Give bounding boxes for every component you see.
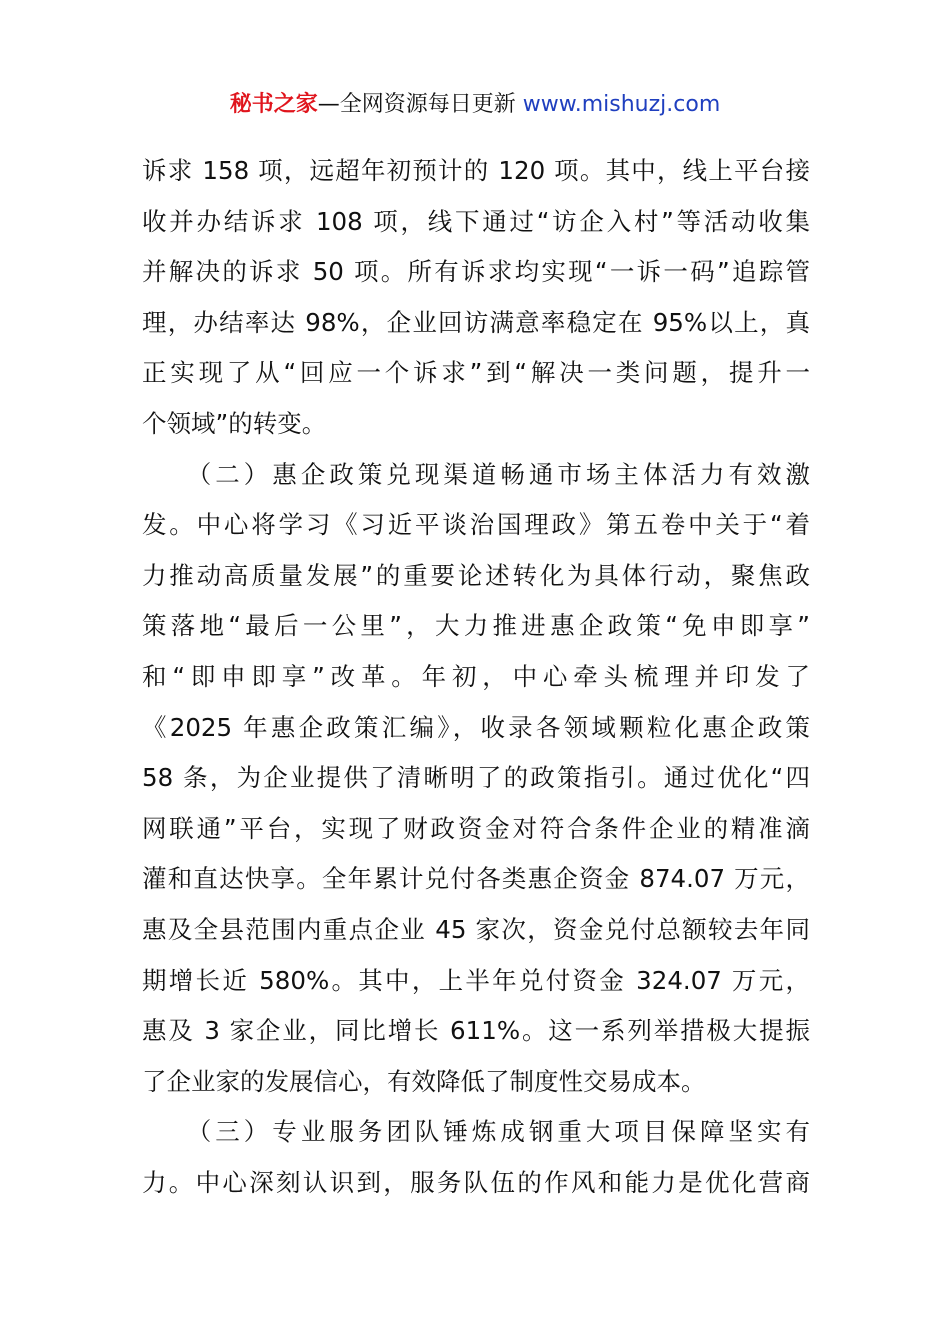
text-line: 惠及 3 家企业，同比增长 611%。这一系列举措极大提振: [142, 1016, 810, 1046]
text-line: 网联通”平台，实现了财政资金对符合条件企业的精准滴: [142, 813, 810, 843]
text-line: 力推动高质量发展”的重要论述转化为具体行动，聚焦政: [142, 560, 810, 590]
site-url-link[interactable]: www.mishuzj.com: [522, 92, 721, 117]
section-heading-line: （二）惠企政策兑现渠道畅通市场主体活力有效激: [142, 459, 810, 489]
text-line: 策落地“最后一公里”，大力推进惠企政策“免申即享”: [142, 611, 810, 641]
text-line: 个领域”的转变。: [142, 408, 327, 438]
document-body: [142, 146, 810, 1208]
text-line: 期增长近 580%。其中，上半年兑付资金 324.07 万元，: [142, 965, 810, 995]
text-line: 和“即申即享”改革。年初，中心牵头梳理并印发了: [142, 661, 810, 691]
text-line: 惠及全县范围内重点企业 45 家次，资金兑付总额较去年同: [142, 914, 810, 944]
text-line: 发。中心将学习《习近平谈治国理政》第五卷中关于“着: [142, 510, 810, 540]
text-line: 理，办结率达 98%，企业回访满意率稳定在 95%以上，真: [142, 307, 810, 337]
text-line: 并解决的诉求 50 项。所有诉求均实现“一诉一码”追踪管: [142, 257, 810, 287]
text-line: 诉求 158 项，远超年初预计的 120 项。其中，线上平台接: [142, 156, 810, 185]
text-line: 58 条，为企业提供了清晰明了的政策指引。通过优化“四: [142, 763, 810, 793]
text-line: 灌和直达快享。全年累计兑付各类惠企资金 874.07 万元，: [142, 864, 810, 894]
text-line: 收并办结诉求 108 项，线下通过“访企入村”等活动收集: [142, 206, 810, 236]
text-line: 了企业家的发展信心，有效降低了制度性交易成本。: [142, 1066, 706, 1096]
header-tagline: —全网资源每日更新: [317, 92, 516, 117]
brand-name: 秘书之家: [229, 92, 318, 117]
text-line: 力。中心深刻认识到，服务队伍的作风和能力是优化营商: [142, 1167, 810, 1197]
text-line: 《2025 年惠企政策汇编》，收录各领域颗粒化惠企政策: [142, 712, 810, 742]
site-header: [0, 88, 950, 122]
text-line: 正实现了从“回应一个诉求”到“解决一类问题，提升一: [142, 358, 810, 388]
section-heading-line: （三）专业服务团队锤炼成钢重大项目保障坚实有: [142, 1117, 810, 1147]
